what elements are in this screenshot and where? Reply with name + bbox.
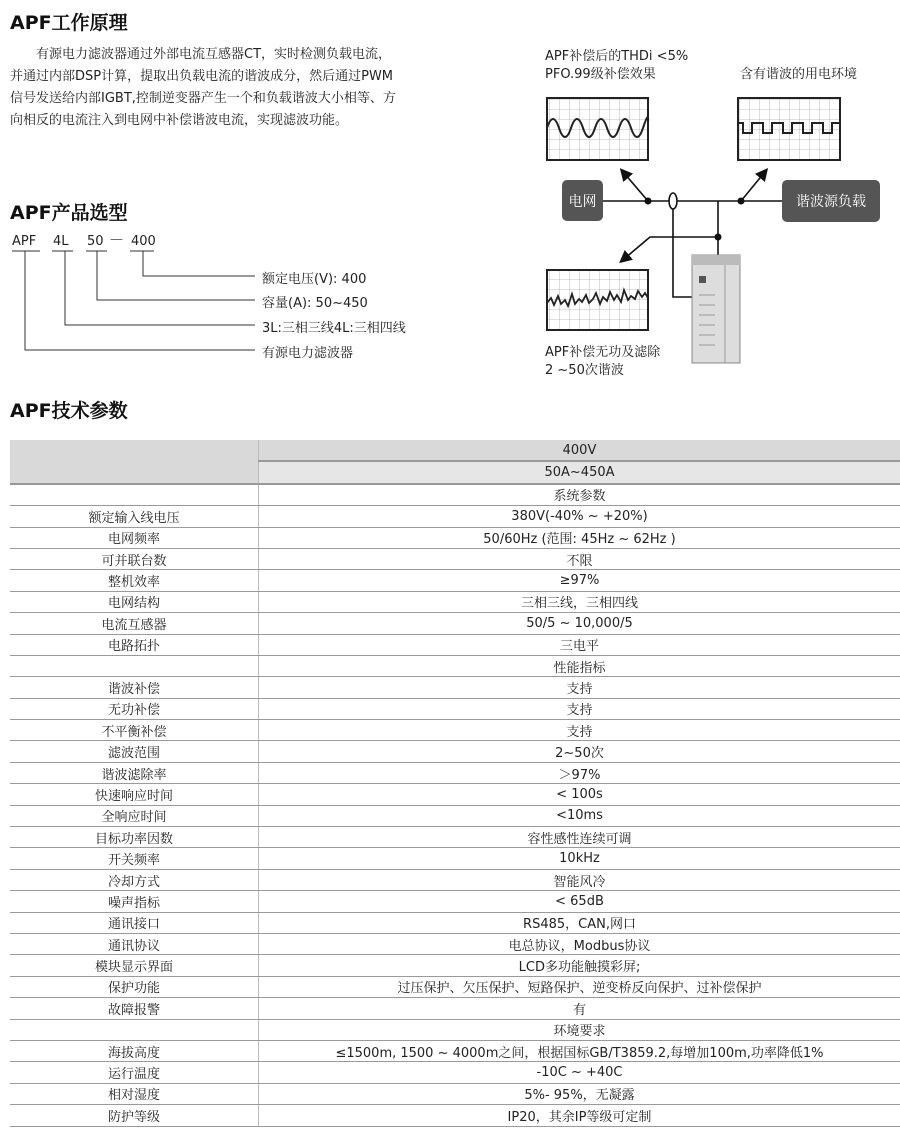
param-name: 电路拓扑 <box>10 634 259 655</box>
param-value: 支持 <box>259 698 900 719</box>
table-row <box>10 527 900 548</box>
label-line: APF补偿无功及滤除 <box>545 345 661 360</box>
code-4l: 4L <box>53 234 69 249</box>
param-name: 故障报警 <box>10 998 259 1019</box>
param-name: 海拔高度 <box>10 1040 259 1061</box>
param-name <box>10 1019 259 1040</box>
table-row <box>10 1083 900 1104</box>
apf-cabinet-image <box>692 255 740 363</box>
paragraph-line: 并通过内部DSP计算，提取出负载电流的谐波成分，然后通过PWM <box>10 69 394 84</box>
table-row <box>10 827 900 848</box>
top-left-label <box>545 48 688 84</box>
param-name: 开关频率 <box>10 848 259 869</box>
param-value: 支持 <box>259 720 900 741</box>
param-name: 通讯接口 <box>10 912 259 933</box>
table-row <box>10 955 900 976</box>
table-row <box>10 698 900 719</box>
param-name: 滤波范围 <box>10 741 259 762</box>
load-box-label: 谐波源负载 <box>796 194 866 210</box>
param-name: 谐波滤除率 <box>10 762 259 783</box>
grid-box-label: 电网 <box>568 193 597 210</box>
param-value: 容性感性连续可调 <box>259 827 900 848</box>
table-row <box>10 570 900 591</box>
tech-params-table <box>10 440 900 1127</box>
param-value: 环境要求 <box>259 1019 900 1040</box>
legend-voltage: 额定电压(V): 400 <box>262 272 367 287</box>
section-row <box>10 655 900 676</box>
param-value: 5%- 95%，无凝露 <box>259 1083 900 1104</box>
param-name: 噪声指标 <box>10 891 259 912</box>
table-row <box>10 805 900 826</box>
param-name: 防护等级 <box>10 1105 259 1126</box>
section-title-params: APF技术参数 <box>10 400 128 422</box>
paragraph-line: 有源电力滤波器通过外部电流互感器CT，实时检测负载电流， <box>36 47 392 62</box>
legend-capacity: 容量(A): 50~450 <box>262 296 368 311</box>
code-400: 400 <box>131 234 156 249</box>
param-value: <10ms <box>259 805 900 826</box>
section-title-principle: APF工作原理 <box>10 12 128 34</box>
param-value: 不限 <box>259 548 900 569</box>
param-value: 智能风冷 <box>259 869 900 890</box>
table-row <box>10 506 900 527</box>
param-value: 50/5 ~ 10,000/5 <box>259 613 900 634</box>
param-value: LCD多功能触摸彩屏; <box>259 955 900 976</box>
header-blank <box>10 440 259 484</box>
legend-product: 有源电力滤波器 <box>262 346 354 361</box>
header-voltage: 400V <box>259 440 900 461</box>
table-row <box>10 891 900 912</box>
param-value: < 100s <box>259 784 900 805</box>
top-right-label: 含有谐波的用电环境 <box>740 67 858 82</box>
bottom-label <box>545 344 660 380</box>
model-code-brackets <box>0 0 520 380</box>
table-row <box>10 933 900 954</box>
label-line: APF补偿后的THDi <5% <box>545 49 689 64</box>
code-dash: — <box>110 232 123 247</box>
scope-square-wave <box>738 98 840 160</box>
table-row <box>10 1062 900 1083</box>
legend-wiring: 3L:三相三线4L:三相四线 <box>262 321 406 336</box>
table-row <box>10 998 900 1019</box>
paragraph-line: 信号发送给内部IGBT,控制逆变器产生一个和负载谐波大小相等、方 <box>10 91 396 106</box>
param-name: 电网频率 <box>10 527 259 548</box>
param-name: 目标功率因数 <box>10 827 259 848</box>
table-row <box>10 762 900 783</box>
param-name: 可并联台数 <box>10 548 259 569</box>
section-row <box>10 484 900 506</box>
code-apf: APF <box>12 234 37 249</box>
param-value: RS485，CAN,网口 <box>259 912 900 933</box>
param-name: 全响应时间 <box>10 805 259 826</box>
table-row <box>10 591 900 612</box>
table-row <box>10 912 900 933</box>
param-name: 相对湿度 <box>10 1083 259 1104</box>
param-name: 无功补偿 <box>10 698 259 719</box>
param-value: 三相三线，三相四线 <box>259 591 900 612</box>
param-value: IP20，其余IP等级可定制 <box>259 1105 900 1126</box>
param-value: 2~50次 <box>259 741 900 762</box>
param-name: 快速响应时间 <box>10 784 259 805</box>
param-value: -10C ~ +40C <box>259 1062 900 1083</box>
table-row <box>10 677 900 698</box>
param-name: 额定输入线电压 <box>10 506 259 527</box>
param-value: 过压保护、欠压保护、短路保护、逆变桥反向保护、过补偿保护 <box>259 976 900 997</box>
param-name: 电网结构 <box>10 591 259 612</box>
param-value: 电总协议，Modbus协议 <box>259 933 900 954</box>
param-name: 不平衡补偿 <box>10 720 259 741</box>
header-current: 50A~450A <box>259 461 900 483</box>
param-name: 整机效率 <box>10 570 259 591</box>
table-row <box>10 720 900 741</box>
param-value: ≥97% <box>259 570 900 591</box>
param-value: 有 <box>259 998 900 1019</box>
param-value: 380V(-40% ~ +20%) <box>259 506 900 527</box>
table-row <box>10 548 900 569</box>
param-name: 谐波补偿 <box>10 677 259 698</box>
section-title-selection: APF产品选型 <box>10 202 128 224</box>
label-line: 2 ~50次谐波 <box>545 363 624 378</box>
label-line: PFO.99级补偿效果 <box>545 67 656 82</box>
param-name: 冷却方式 <box>10 869 259 890</box>
table-row <box>10 1105 900 1126</box>
param-name: 保护功能 <box>10 976 259 997</box>
code-50: 50 <box>87 234 104 249</box>
param-name: 通讯协议 <box>10 933 259 954</box>
param-value: 性能指标 <box>259 655 900 676</box>
scope-noisy-wave <box>547 270 648 330</box>
table-row <box>10 1040 900 1061</box>
param-value: ≤1500m, 1500 ~ 4000m之间，根据国标GB/T3859.2,每增加100m,功率降低1% <box>259 1040 900 1061</box>
table-row <box>10 976 900 997</box>
param-name <box>10 655 259 676</box>
param-value: ＞97% <box>259 762 900 783</box>
param-value: 系统参数 <box>259 484 900 506</box>
param-name: 模块显示界面 <box>10 955 259 976</box>
param-name <box>10 484 259 506</box>
header-row <box>10 440 900 461</box>
paragraph-line: 向相反的电流注入到电网中补偿谐波电流，实现滤波功能。 <box>10 113 349 128</box>
table-row <box>10 613 900 634</box>
param-name: 电流互感器 <box>10 613 259 634</box>
param-value: < 65dB <box>259 891 900 912</box>
section-row <box>10 1019 900 1040</box>
param-value: 50/60Hz (范围: 45Hz ~ 62Hz ) <box>259 527 900 548</box>
table-row <box>10 848 900 869</box>
param-name: 运行温度 <box>10 1062 259 1083</box>
scope-clean-sine <box>547 98 648 160</box>
table-row <box>10 741 900 762</box>
param-value: 10kHz <box>259 848 900 869</box>
table-row <box>10 634 900 655</box>
param-value: 三电平 <box>259 634 900 655</box>
table-row <box>10 784 900 805</box>
table-row <box>10 869 900 890</box>
param-value: 支持 <box>259 677 900 698</box>
